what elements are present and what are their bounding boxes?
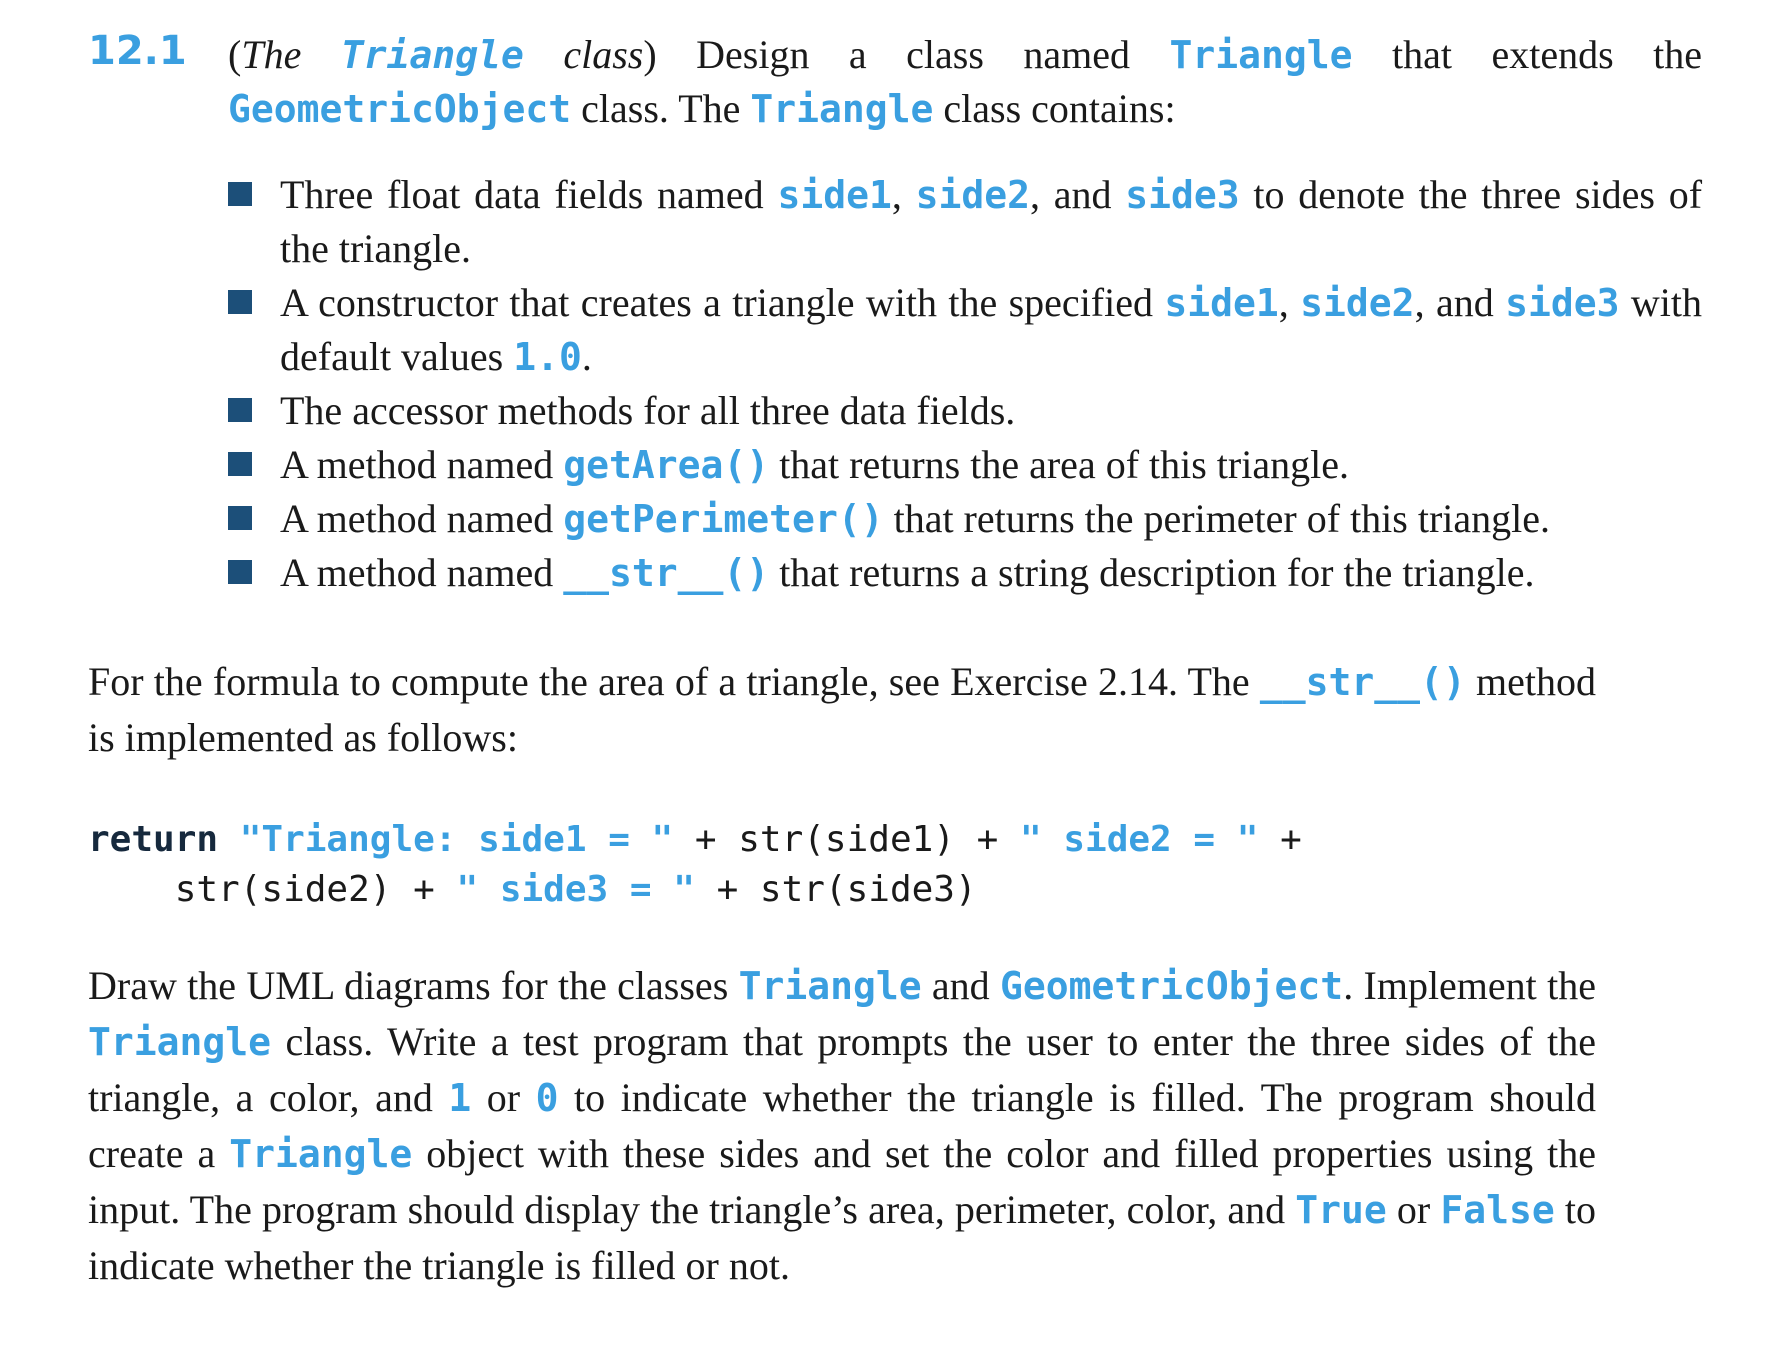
code-term: True [1295, 1188, 1387, 1232]
code-term: 1.0 [513, 335, 582, 379]
code-term: Triangle [750, 87, 934, 131]
code-term: 1 [448, 1076, 472, 1120]
header-text: class. The [571, 86, 751, 131]
item-text: A method named [280, 550, 564, 595]
bullet-square-icon [228, 560, 252, 584]
string-literal: " side2 = " [1020, 819, 1259, 860]
para-text: . Implement the [1343, 963, 1596, 1008]
code-term: side2 [915, 173, 1030, 217]
list-item [228, 438, 1702, 492]
list-item [228, 276, 1702, 384]
bullet-square-icon [228, 182, 252, 206]
header-class-word: class [563, 32, 644, 77]
item-text: A method named [280, 442, 564, 487]
item-text: A constructor that creates a triangle with the specified [280, 280, 1165, 325]
code-term: GeometricObject [1000, 964, 1344, 1008]
code-snippet [88, 815, 1688, 915]
keyword-return: return [88, 819, 219, 860]
code-expr: str(side2) + [174, 869, 457, 910]
string-literal: " side3 = " [456, 869, 695, 910]
item-text: to denote the three sides of the triangle. [280, 172, 1703, 271]
para-text: For the formula to compute the area of a triangle, see Exercise 2.14. The [88, 659, 1260, 704]
list-item [228, 492, 1702, 546]
list-item [228, 168, 1702, 276]
para-text: to indicate whether the triangle is filled or not. [88, 1187, 1597, 1288]
item-text: The accessor methods for all three data fields. [280, 388, 1016, 433]
code-term: side3 [1505, 281, 1620, 325]
bullet-square-icon [228, 452, 252, 476]
exercise-number: 12.1 [88, 28, 187, 74]
item-text: that returns the area of this triangle. [769, 442, 1349, 487]
code-expr: + str(side1) + [673, 819, 1020, 860]
item-text: , [1278, 280, 1301, 325]
item-text: . [581, 334, 592, 379]
para-text: and [921, 963, 1001, 1008]
para-text: class. Write a test program that prompts the user to enter the three sides of the triangle, a color, and [88, 1019, 1596, 1120]
para-text: to indicate whether the triangle is filled. The program should create a [88, 1075, 1596, 1176]
item-text: that returns the perimeter of this triangle. [883, 496, 1551, 541]
para-text: Draw the UML diagrams for the classes [88, 963, 739, 1008]
code-term: side3 [1125, 173, 1240, 217]
bullet-square-icon [228, 506, 252, 530]
para-text: or [471, 1075, 536, 1120]
instructions-paragraph [88, 958, 1596, 1293]
string-literal: "Triangle: side1 = " [239, 819, 674, 860]
item-text: that returns a string description for the triangle. [769, 550, 1535, 595]
code-term: False [1440, 1188, 1555, 1232]
item-text: A method named [280, 496, 564, 541]
header-open-paren: ( [228, 32, 242, 77]
code-term: 0 [535, 1076, 559, 1120]
para-text: object with these sides and set the color and filled properties using the input. The program should display the triangle’s area, perimeter, color, and [88, 1131, 1597, 1232]
code-term: getArea() [563, 443, 770, 487]
header-close-paren: ) [643, 32, 657, 77]
code-term: Triangle [1169, 33, 1353, 77]
list-item [228, 546, 1702, 600]
formula-paragraph [88, 654, 1596, 765]
exercise-header [228, 28, 1702, 136]
code-expr: + [1258, 819, 1302, 860]
code-term: side1 [777, 173, 892, 217]
header-text: that extends the [1352, 32, 1703, 77]
item-text: , and [1029, 172, 1126, 217]
code-term: __str__() [563, 551, 770, 595]
item-text: with default values [280, 280, 1702, 379]
header-text: Design a class named [656, 32, 1170, 77]
para-text: method is implemented as follows: [88, 659, 1596, 760]
code-term: Triangle [229, 1132, 413, 1176]
para-text: or [1386, 1187, 1441, 1232]
code-term: side1 [1164, 281, 1279, 325]
header-the: The [241, 32, 302, 77]
code-indent [88, 869, 175, 910]
code-expr: + str(side3) [694, 869, 977, 910]
item-text: , and [1414, 280, 1506, 325]
list-item [228, 384, 1702, 438]
item-text: , [891, 172, 916, 217]
code-term: GeometricObject [228, 87, 572, 131]
code-term: __str__() [1259, 660, 1466, 704]
bullet-square-icon [228, 290, 252, 314]
header-class-name: Triangle [340, 33, 524, 77]
header-text: class contains: [933, 86, 1176, 131]
code-term: Triangle [88, 1020, 272, 1064]
code-term: side2 [1300, 281, 1415, 325]
code-term: Triangle [738, 964, 922, 1008]
item-text: Three float data fields named [280, 172, 778, 217]
bullet-square-icon [228, 398, 252, 422]
requirements-list [228, 168, 1702, 600]
code-term: getPerimeter() [563, 497, 884, 541]
